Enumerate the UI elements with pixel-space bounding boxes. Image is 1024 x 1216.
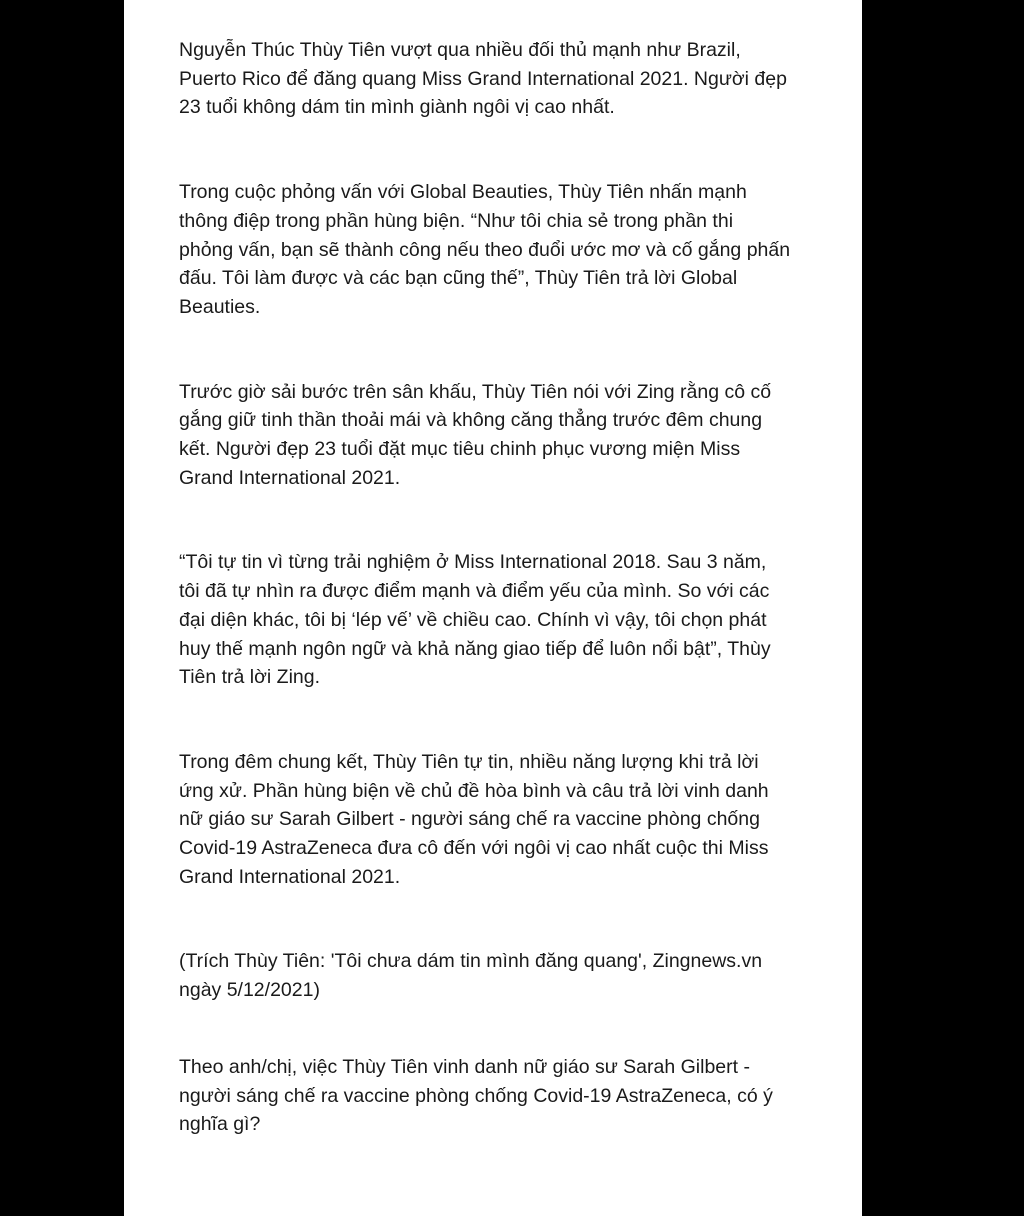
document-page [124,0,862,1216]
paragraph-question: Theo anh/chị, việc Thùy Tiên vinh danh nữ giáo sư Sarah Gilbert - người sáng chế ra vaccine phòng chống Covid-19 AstraZeneca, có ý nghĩa gì? [179,1055,773,1136]
paragraph-intro: Nguyễn Thúc Thùy Tiên vượt qua nhiều đối thủ mạnh như Brazil, Puerto Rico để đăng quang Miss Grand International 2021. Người đẹp 23 tuổi không dám tin mình giành ngôi vị cao nhất. [179,39,787,119]
paragraph-citation: (Trích Thùy Tiên: 'Tôi chưa dám tin mình đăng quang', Zingnews.vn ngày 5/12/2021) [179,950,763,1002]
paragraph-global-beauties: Trong cuộc phỏng vấn với Global Beauties, Thùy Tiên nhấn mạnh thông điệp trong phần hùng biện. “Như tôi chia sẻ trong phần thi phỏng vấn, bạn sẽ thành công nếu theo đuổi ước mơ và cố gắng phấn đấu. Tôi làm được và các bạn cũng thế”, Thùy Tiên trả lời Global Beauties. [179,181,791,318]
paragraph-before-final: Trước giờ sải bước trên sân khấu, Thùy Tiên nói với Zing rằng cô cố gắng giữ tinh thần thoải mái và không căng thẳng trước đêm chung kết. Người đẹp 23 tuổi đặt mục tiêu chinh phục vương miện Miss Grand International 2021. [179,380,772,489]
document-body [179,36,819,1195]
paragraph-final-night: Trong đêm chung kết, Thùy Tiên tự tin, nhiều năng lượng khi trả lời ứng xử. Phần hùng biện về chủ đề hòa bình và câu trả lời vinh danh nữ giáo sư Sarah Gilbert - người sáng chế ra vaccine phòng chống Covid-19 AstraZeneca đưa cô đến với ngôi vị cao nhất cuộc thi Miss Grand International 2021. [179,750,769,888]
paragraph-quote: “Tôi tự tin vì từng trải nghiệm ở Miss International 2018. Sau 3 năm, tôi đã tự nhìn ra được điểm mạnh và điểm yếu của mình. So với các đại diện khác, tôi bị ‘lép vế’ về chiều cao. Chính vì vậy, tôi chọn phát huy thế mạnh ngôn ngữ và khả năng giao tiếp để luôn nổi bật”, Thùy Tiên trả lời Zing. [179,551,771,689]
